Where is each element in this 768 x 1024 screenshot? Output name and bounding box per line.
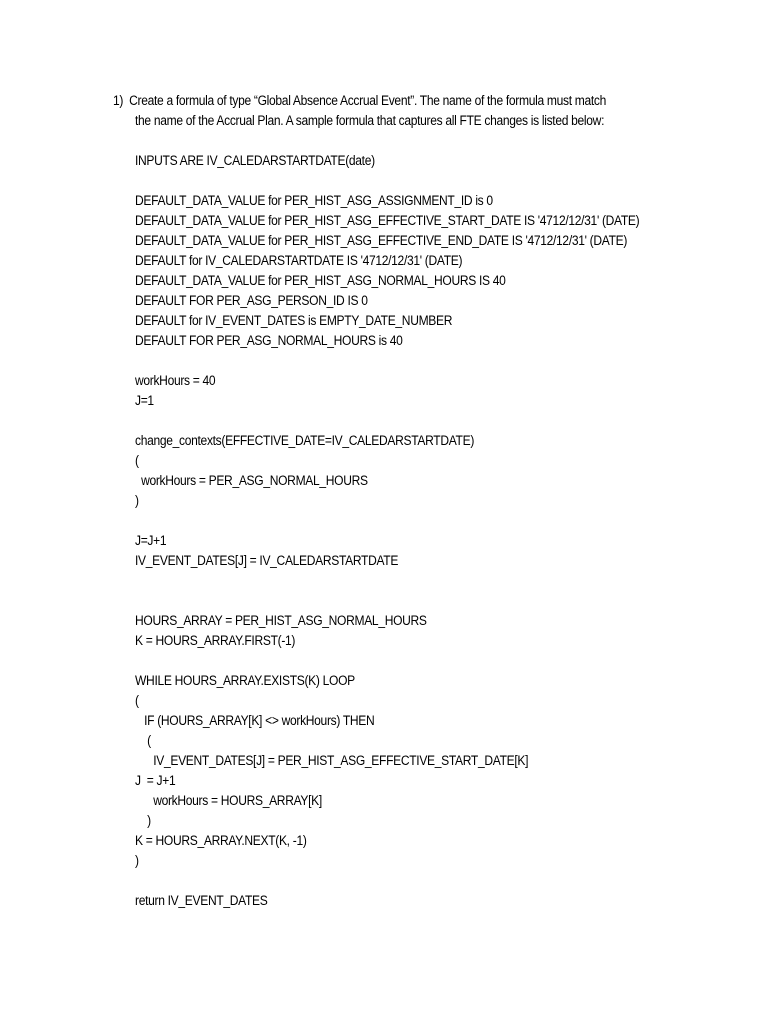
code-line: (: [135, 693, 139, 708]
code-line: workHours = PER_ASG_NORMAL_HOURS: [135, 473, 368, 488]
code-line: DEFAULT for IV_EVENT_DATES is EMPTY_DATE_NUMBER: [135, 313, 453, 328]
code-line: J=J+1: [135, 533, 167, 548]
code-line: DEFAULT FOR PER_ASG_PERSON_ID IS 0: [135, 293, 368, 308]
instruction-line-2: the name of the Accrual Plan. A sample formula that captures all FTE changes is listed below:: [135, 113, 605, 128]
code-line: HOURS_ARRAY = PER_HIST_ASG_NORMAL_HOURS: [135, 613, 427, 628]
code-line: DEFAULT_DATA_VALUE for PER_HIST_ASG_ASSIGNMENT_ID is 0: [135, 193, 493, 208]
code-line: IV_EVENT_DATES[J] = IV_CALEDARSTARTDATE: [135, 553, 399, 568]
code-line: DEFAULT_DATA_VALUE for PER_HIST_ASG_NORMAL_HOURS IS 40: [135, 273, 506, 288]
code-line: DEFAULT_DATA_VALUE for PER_HIST_ASG_EFFECTIVE_START_DATE IS '4712/12/31' (DATE): [135, 213, 640, 228]
code-line: ): [135, 493, 139, 508]
code-line: IV_EVENT_DATES[J] = PER_HIST_ASG_EFFECTIVE_START_DATE[K]: [135, 753, 529, 768]
code-line: change_contexts(EFFECTIVE_DATE=IV_CALEDARSTARTDATE): [135, 433, 475, 448]
code-line: WHILE HOURS_ARRAY.EXISTS(K) LOOP: [135, 673, 355, 688]
code-line: DEFAULT FOR PER_ASG_NORMAL_HOURS is 40: [135, 333, 403, 348]
code-line: J = J+1: [135, 773, 176, 788]
code-line: (: [135, 733, 151, 748]
code-line: workHours = 40: [135, 373, 216, 388]
code-line: DEFAULT_DATA_VALUE for PER_HIST_ASG_EFFECTIVE_END_DATE IS '4712/12/31' (DATE): [135, 233, 628, 248]
code-line: workHours = HOURS_ARRAY[K]: [135, 793, 322, 808]
code-line: DEFAULT for IV_CALEDARSTARTDATE IS '4712/12/31' (DATE): [135, 253, 463, 268]
code-line: J=1: [135, 393, 154, 408]
code-line: ): [135, 813, 151, 828]
code-line: return IV_EVENT_DATES: [135, 893, 268, 908]
code-line: K = HOURS_ARRAY.NEXT(K, -1): [135, 833, 307, 848]
code-line: INPUTS ARE IV_CALEDARSTARTDATE(date): [135, 153, 375, 168]
code-line: K = HOURS_ARRAY.FIRST(-1): [135, 633, 296, 648]
instruction-line-1: 1) Create a formula of type “Global Absence Accrual Event”. The name of the formula must match: [113, 93, 607, 108]
code-line: IF (HOURS_ARRAY[K] <> workHours) THEN: [135, 713, 375, 728]
code-line: (: [135, 453, 139, 468]
code-line: ): [135, 853, 139, 868]
